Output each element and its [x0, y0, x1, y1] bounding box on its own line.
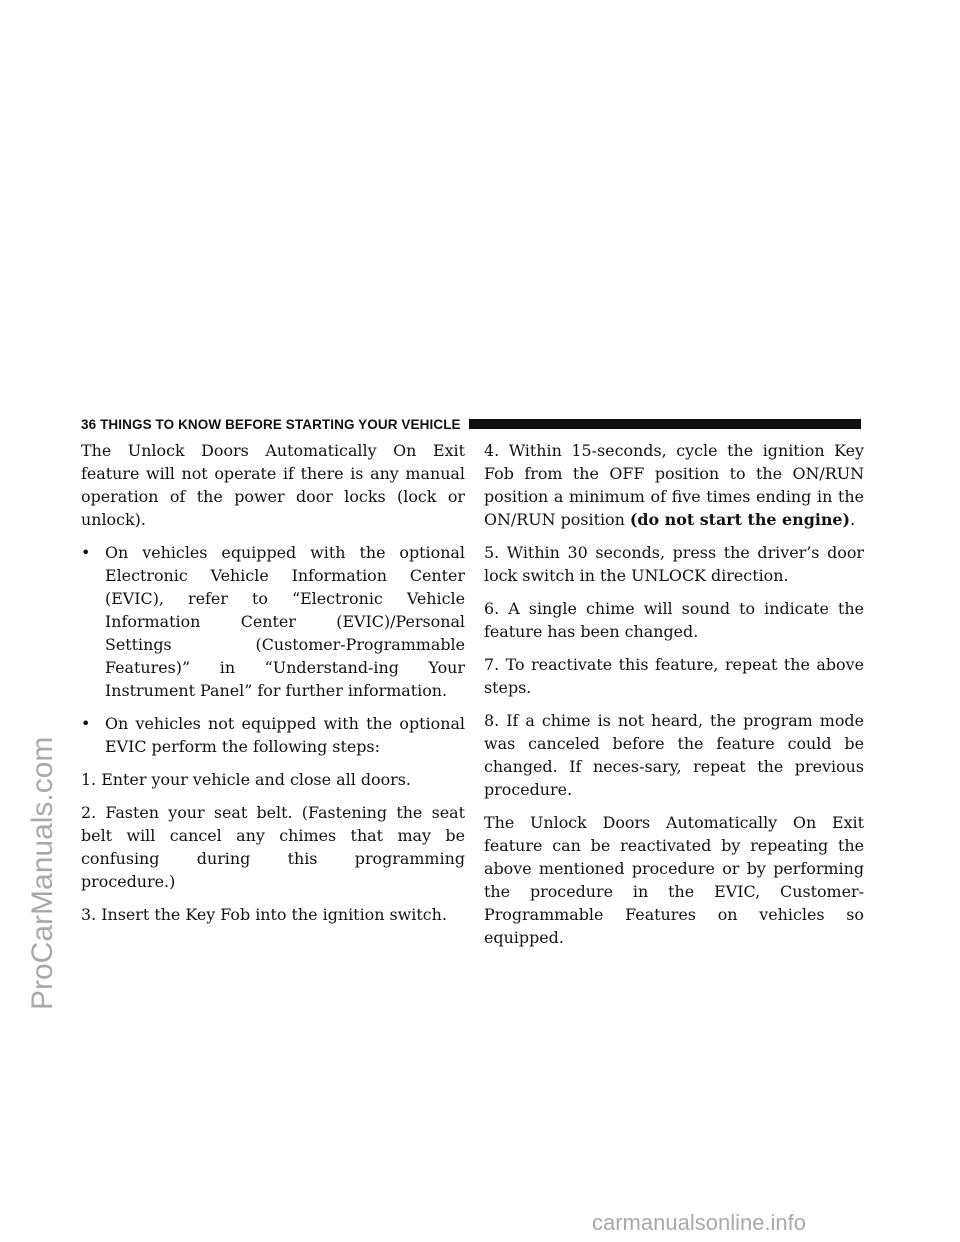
header-rule — [469, 419, 861, 429]
step-4-bold: (do not start the engine) — [629, 510, 851, 529]
bullet-symbol: • — [81, 714, 91, 733]
bullet-text: On vehicles not equipped with the optional EVIC perform the following steps: — [105, 714, 465, 756]
step-6: 6. A single chime will sound to indicate the feature has been changed. — [484, 599, 864, 641]
left-column — [81, 439, 465, 936]
intro-paragraph: The Unlock Doors Automatically On Exit feature will not operate if there is any manual operation of the power door locks (lock or unlock). — [81, 441, 465, 529]
page-number: 36 — [81, 416, 97, 432]
step-3: 3. Insert the Key Fob into the ignition switch. — [81, 905, 447, 924]
bullet-item — [81, 541, 465, 702]
side-watermark: ProCarManuals.com — [26, 736, 59, 1010]
step-7: 7. To reactivate this feature, repeat the above steps. — [484, 655, 864, 697]
section-title: THINGS TO KNOW BEFORE STARTING YOUR VEHICLE — [100, 416, 461, 432]
right-column — [484, 439, 864, 959]
bullet-text: On vehicles equipped with the optional Electronic Vehicle Information Center (EVIC), refer to “Electronic Vehicle Information Center (EVIC)/Personal Settings (Customer-Programmable Features)” in “Understand-ing Your Instrument Panel” for further information. — [105, 543, 465, 700]
bullet-item — [81, 712, 465, 758]
step-4 — [484, 439, 864, 531]
step-4-end: . — [850, 510, 856, 529]
page-header — [81, 416, 861, 432]
step-8: 8. If a chime is not heard, the program mode was canceled before the feature could be changed. If neces-sary, repeat the previous procedure. — [484, 711, 864, 799]
header-label — [81, 417, 469, 432]
step-2: 2. Fasten your seat belt. (Fastening the seat belt will cancel any chimes that may be confusing during this programming procedure.) — [81, 803, 465, 891]
step-5: 5. Within 30 seconds, press the driver’s door lock switch in the UNLOCK direction. — [484, 543, 864, 585]
bottom-watermark: carmanualsonline.info — [592, 1210, 807, 1235]
bullet-symbol: • — [81, 543, 91, 562]
step-4-text: 4. Within 15-seconds, cycle the ignition Key Fob from the OFF position to the ON/RUN position a minimum of five times ending in the ON/RUN position — [484, 441, 864, 529]
closing-paragraph: The Unlock Doors Automatically On Exit feature can be reactivated by repeating the above mentioned procedure or by performing the procedure in the EVIC, Customer-Programmable Features on vehicles so equipped. — [484, 813, 864, 947]
step-1: 1. Enter your vehicle and close all doors. — [81, 770, 411, 789]
